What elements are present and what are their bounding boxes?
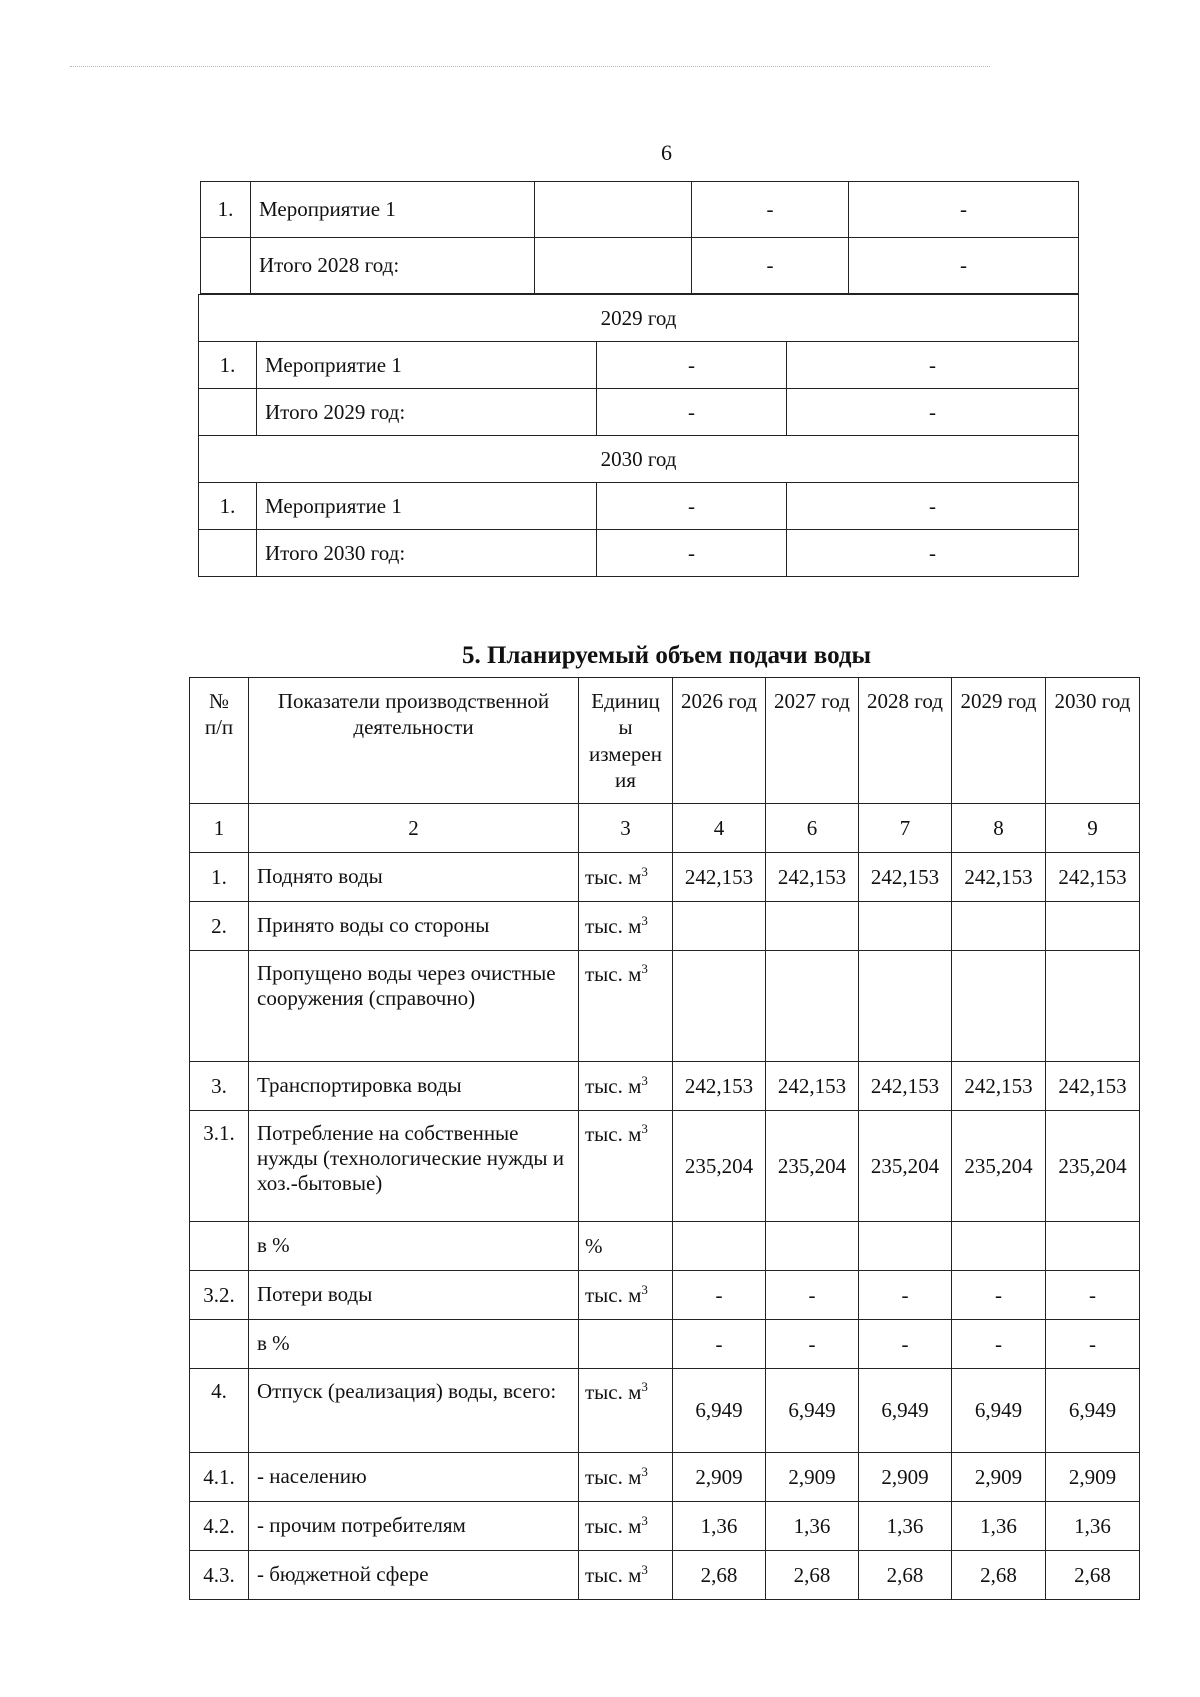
value-cell: -: [787, 342, 1079, 389]
value-cell: [673, 951, 766, 1062]
row-number: 1.: [199, 483, 257, 530]
value-cell: -: [849, 182, 1079, 238]
value-cell: -: [597, 389, 787, 436]
row-number: [190, 951, 249, 1062]
table-row: [190, 853, 1140, 902]
unit-cell: [579, 1271, 673, 1320]
unit-cell: [579, 1320, 673, 1369]
unit-exponent: 3: [641, 1073, 648, 1088]
indicator-name: - прочим потребителям: [249, 1502, 579, 1551]
indicator-name: - населению: [249, 1453, 579, 1502]
table-row: [199, 342, 1079, 389]
value-cell: [766, 1222, 859, 1271]
value-cell: -: [952, 1271, 1046, 1320]
row-number: 4.: [190, 1369, 249, 1453]
table-body: [190, 853, 1140, 1600]
value-cell: 242,153: [952, 1062, 1046, 1111]
value-cell: 2,909: [952, 1453, 1046, 1502]
row-number: [190, 1320, 249, 1369]
column-number: 3: [579, 804, 673, 853]
value-cell: [1046, 951, 1140, 1062]
row-number: 4.3.: [190, 1551, 249, 1600]
value-cell: 235,204: [952, 1111, 1046, 1222]
value-cell: -: [849, 238, 1079, 294]
value-cell: [859, 1222, 952, 1271]
indicator-name: Пропущено воды через очистные сооружения (справочно): [249, 951, 579, 1062]
header-num: № п/п: [190, 678, 249, 804]
value-cell: 1,36: [952, 1502, 1046, 1551]
unit-cell: [579, 902, 673, 951]
value-cell: -: [787, 483, 1079, 530]
unit-cell: [579, 1502, 673, 1551]
value-cell: -: [766, 1271, 859, 1320]
indicator-name: Отпуск (реализация) воды, всего:: [249, 1369, 579, 1453]
empty-cell: [535, 182, 692, 238]
table-row: [190, 1453, 1140, 1502]
table-row: [190, 1369, 1140, 1453]
value-cell: -: [597, 342, 787, 389]
total-label: Итого 2029 год:: [257, 389, 597, 436]
table-row: [190, 951, 1140, 1062]
value-cell: 242,153: [766, 853, 859, 902]
value-cell: 6,949: [952, 1369, 1046, 1453]
row-number: [201, 238, 251, 294]
measure-name: Мероприятие 1: [257, 342, 597, 389]
value-cell: [952, 902, 1046, 951]
value-cell: [952, 1222, 1046, 1271]
section-title: 5. Планируемый объем подачи воды: [461, 642, 872, 669]
indicator-name: Потери воды: [249, 1271, 579, 1320]
value-cell: 2,68: [673, 1551, 766, 1600]
table-row: [190, 902, 1140, 951]
unit-text: тыс. м: [585, 914, 642, 938]
value-cell: [859, 902, 952, 951]
unit-cell: [579, 1062, 673, 1111]
value-cell: [1046, 902, 1140, 951]
unit-exponent: 3: [641, 961, 648, 976]
measure-name: Мероприятие 1: [257, 483, 597, 530]
value-cell: 242,153: [673, 853, 766, 902]
value-cell: 6,949: [673, 1369, 766, 1453]
unit-text: тыс. м: [585, 1514, 642, 1538]
value-cell: 242,153: [859, 853, 952, 902]
unit-text: тыс. м: [585, 1465, 642, 1489]
year-heading-row: [199, 436, 1079, 483]
row-number: 4.1.: [190, 1453, 249, 1502]
table-row: [201, 238, 1079, 294]
unit-text: тыс. м: [585, 1074, 642, 1098]
year-heading-row: [199, 295, 1079, 342]
value-cell: 6,949: [766, 1369, 859, 1453]
value-cell: -: [692, 238, 849, 294]
value-cell: 1,36: [673, 1502, 766, 1551]
value-cell: 242,153: [1046, 1062, 1140, 1111]
unit-cell: [579, 1453, 673, 1502]
value-cell: 242,153: [673, 1062, 766, 1111]
header-2028: 2028 год: [859, 678, 952, 804]
value-cell: -: [673, 1271, 766, 1320]
indicator-name: в %: [249, 1222, 579, 1271]
table-row: [190, 1111, 1140, 1222]
table-row: [199, 483, 1079, 530]
column-number-row: [190, 804, 1140, 853]
table-row: [201, 182, 1079, 238]
value-cell: -: [1046, 1320, 1140, 1369]
value-cell: 2,68: [859, 1551, 952, 1600]
value-cell: -: [692, 182, 849, 238]
unit-text: тыс. м: [585, 1380, 642, 1404]
column-number: 7: [859, 804, 952, 853]
unit-text: тыс. м: [585, 865, 642, 889]
header-indicator: Показатели производственной деятельности: [249, 678, 579, 804]
indicator-name: - бюджетной сфере: [249, 1551, 579, 1600]
value-cell: 1,36: [859, 1502, 952, 1551]
unit-exponent: 3: [641, 1379, 648, 1394]
value-cell: 2,909: [1046, 1453, 1140, 1502]
row-number: [190, 1222, 249, 1271]
indicator-name: Принято воды со стороны: [249, 902, 579, 951]
table-row: [190, 1502, 1140, 1551]
value-cell: -: [597, 530, 787, 577]
unit-text: тыс. м: [585, 1563, 642, 1587]
unit-cell: [579, 853, 673, 902]
indicator-name: Потребление на собственные нужды (технологические нужды и хоз.-бытовые): [249, 1111, 579, 1222]
value-cell: [673, 902, 766, 951]
empty-cell: [535, 238, 692, 294]
header-2029: 2029 год: [952, 678, 1046, 804]
value-cell: 2,68: [952, 1551, 1046, 1600]
row-number: [199, 389, 257, 436]
value-cell: 242,153: [859, 1062, 952, 1111]
value-cell: 242,153: [766, 1062, 859, 1111]
column-number: 4: [673, 804, 766, 853]
unit-cell: [579, 951, 673, 1062]
unit-cell: [579, 1369, 673, 1453]
value-cell: 2,68: [766, 1551, 859, 1600]
scan-artifact-line: [70, 66, 990, 67]
row-number: 2.: [190, 902, 249, 951]
value-cell: 242,153: [1046, 853, 1140, 902]
page-number: 6: [661, 140, 672, 165]
value-cell: 235,204: [766, 1111, 859, 1222]
table-row: [190, 1222, 1140, 1271]
column-number: 8: [952, 804, 1046, 853]
row-number: 4.2.: [190, 1502, 249, 1551]
value-cell: -: [952, 1320, 1046, 1369]
value-cell: [859, 951, 952, 1062]
value-cell: 235,204: [1046, 1111, 1140, 1222]
value-cell: -: [859, 1271, 952, 1320]
table-row: [199, 389, 1079, 436]
value-cell: 1,36: [766, 1502, 859, 1551]
table-2028: [200, 181, 1079, 294]
value-cell: -: [787, 389, 1079, 436]
column-number: 1: [190, 804, 249, 853]
unit-exponent: 3: [641, 1562, 648, 1577]
table-row: [190, 1320, 1140, 1369]
unit-text: %: [585, 1234, 603, 1258]
row-number: 1.: [201, 182, 251, 238]
value-cell: 235,204: [673, 1111, 766, 1222]
value-cell: 6,949: [859, 1369, 952, 1453]
unit-exponent: 3: [641, 864, 648, 879]
value-cell: 1,36: [1046, 1502, 1140, 1551]
value-cell: -: [597, 483, 787, 530]
table-row: [190, 1062, 1140, 1111]
value-cell: 2,909: [673, 1453, 766, 1502]
column-number: 2: [249, 804, 579, 853]
header-unit: Единиц ы измерен ия: [579, 678, 673, 804]
unit-exponent: 3: [641, 1282, 648, 1297]
unit-cell: [579, 1222, 673, 1271]
total-label: Итого 2030 год:: [257, 530, 597, 577]
unit-cell: [579, 1551, 673, 1600]
value-cell: 2,68: [1046, 1551, 1140, 1600]
table-row: [190, 1551, 1140, 1600]
indicator-name: Поднято воды: [249, 853, 579, 902]
value-cell: [673, 1222, 766, 1271]
unit-exponent: 3: [641, 1121, 648, 1136]
value-cell: 235,204: [859, 1111, 952, 1222]
unit-text: тыс. м: [585, 962, 642, 986]
unit-exponent: 3: [641, 913, 648, 928]
value-cell: [952, 951, 1046, 1062]
water-supply-table: [189, 677, 1140, 1600]
column-number: 6: [766, 804, 859, 853]
header-2027: 2027 год: [766, 678, 859, 804]
value-cell: 2,909: [859, 1453, 952, 1502]
value-cell: -: [766, 1320, 859, 1369]
total-label: Итого 2028 год:: [251, 238, 535, 294]
row-number: 3.: [190, 1062, 249, 1111]
value-cell: -: [859, 1320, 952, 1369]
value-cell: 6,949: [1046, 1369, 1140, 1453]
table-2029-2030: [198, 294, 1079, 577]
header-2030: 2030 год: [1046, 678, 1140, 804]
value-cell: [766, 951, 859, 1062]
table-row: [190, 1271, 1140, 1320]
value-cell: [766, 902, 859, 951]
indicator-name: Транспортировка воды: [249, 1062, 579, 1111]
value-cell: 242,153: [952, 853, 1046, 902]
header-2026: 2026 год: [673, 678, 766, 804]
value-cell: -: [1046, 1271, 1140, 1320]
table-row: [199, 530, 1079, 577]
indicator-name: в %: [249, 1320, 579, 1369]
row-number: [199, 530, 257, 577]
unit-text: тыс. м: [585, 1122, 642, 1146]
column-number: 9: [1046, 804, 1140, 853]
unit-exponent: 3: [641, 1464, 648, 1479]
measure-name: Мероприятие 1: [251, 182, 535, 238]
row-number: 3.2.: [190, 1271, 249, 1320]
header-row: [190, 678, 1140, 804]
row-number: 3.1.: [190, 1111, 249, 1222]
unit-text: тыс. м: [585, 1283, 642, 1307]
row-number: 1.: [190, 853, 249, 902]
unit-exponent: 3: [641, 1513, 648, 1528]
row-number: 1.: [199, 342, 257, 389]
unit-cell: [579, 1111, 673, 1222]
value-cell: 2,909: [766, 1453, 859, 1502]
value-cell: [1046, 1222, 1140, 1271]
year-heading: 2030 год: [199, 436, 1079, 483]
value-cell: -: [787, 530, 1079, 577]
value-cell: -: [673, 1320, 766, 1369]
year-heading: 2029 год: [199, 295, 1079, 342]
